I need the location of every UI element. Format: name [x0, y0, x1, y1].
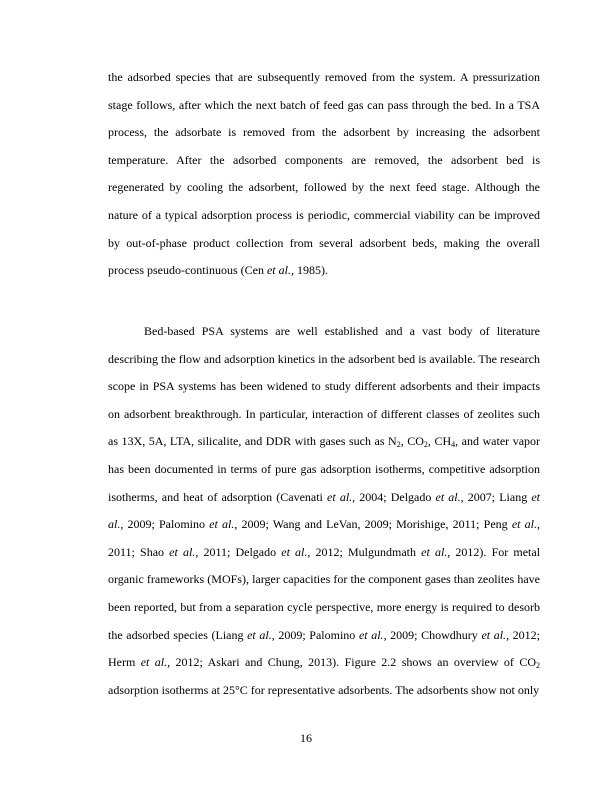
text-run: , 2007; Liang [460, 489, 532, 504]
text-run: Bed-based PSA systems are well established and a vast body of literature describing the flow and adsorption kinetics in the adsorbent bed is available. The research scope in PSA systems has been widened to study different adsorbents and their impacts on adsorbent breakthrough. In particular, interaction of different classes of zeolites such as 13X, 5A, LTA, silicalite, and DDR with gases such as N [108, 324, 540, 449]
chemical-subscript: 2 [536, 661, 540, 671]
body-paragraph-1 [108, 64, 540, 285]
text-run: , 2011; Shao [108, 517, 540, 559]
chemical-subscript: 2 [423, 440, 428, 450]
text-run: , 2012; Askari and Chung, 2013). Figure 2.2 shows an overview of CO [167, 655, 536, 670]
text-run: , 2009; Palomino [120, 517, 210, 532]
text-run: , 2009; Wang and LeVan, 2009; Morishige, 2011; Peng [234, 517, 512, 532]
citation-et-al: et al. [327, 489, 353, 504]
text-run: , 2011; Delgado [195, 544, 282, 559]
citation-et-al: et al. [281, 544, 308, 559]
text-run: , and water vapor has been documented in terms of pure gas adsorption isotherms, competitive adsorption isotherms, and heat of adsorption (Cavenati [108, 434, 541, 504]
citation-et-al: et al. [358, 627, 384, 642]
text-run: , CH [427, 434, 452, 449]
citation-et-al: et al. [481, 627, 507, 642]
citation-et-al: et al. [421, 544, 448, 559]
citation-et-al: et al. [169, 544, 196, 559]
citation-et-al: et al. [247, 627, 272, 642]
citation-et-al: et al. [108, 489, 541, 532]
chemical-subscript: 4 [451, 440, 456, 450]
text-run: , CO [400, 434, 424, 449]
page-number: 16 [300, 731, 312, 745]
text-run: , 2009; Chowdhury [383, 627, 482, 642]
citation-et-al: et al. [435, 489, 461, 504]
body-paragraph-2 [108, 318, 540, 704]
text-run: adsorption isotherms at 25°C for representative adsorbents. The adsorbents show not only [108, 682, 540, 697]
citation-et-al: et al. [511, 517, 537, 532]
text-run: , 1985). [290, 263, 328, 278]
citation-et-al: et al. [266, 263, 291, 278]
text-run: , 2009; Palomino [271, 627, 359, 642]
text-run: the adsorbed species that are subsequently removed from the system. A pressurization stage follows, after which the next batch of feed gas can pass through the bed. In a TSA process, the adsorbate is removed from the adsorbent by increasing the adsorbent temperature. After the adsorbed components are removed, the adsorbent bed is regenerated by cooling the adsorbent, followed by the next feed stage. Although the nature of a typical adsorption process is periodic, commercial viability can be improved by out-of-phase product collection from several adsorbent beds, making the overall process pseudo-continuous (Cen [108, 70, 540, 278]
text-run: , 2012; Mulgundmath [307, 544, 422, 559]
text-run: , 2012). For metal organic frameworks (MOFs), larger capacities for the component gases than zeolites have been reported, but from a separation cycle perspective, more energy is required to desorb the adsorbed species (Liang [108, 544, 541, 642]
text-run: , 2012; Herm [108, 627, 541, 670]
chemical-subscript: 2 [396, 440, 401, 450]
text-run: , 2004; Delgado [352, 489, 436, 504]
citation-et-al: et al. [140, 655, 168, 670]
citation-et-al: et al. [209, 517, 235, 532]
